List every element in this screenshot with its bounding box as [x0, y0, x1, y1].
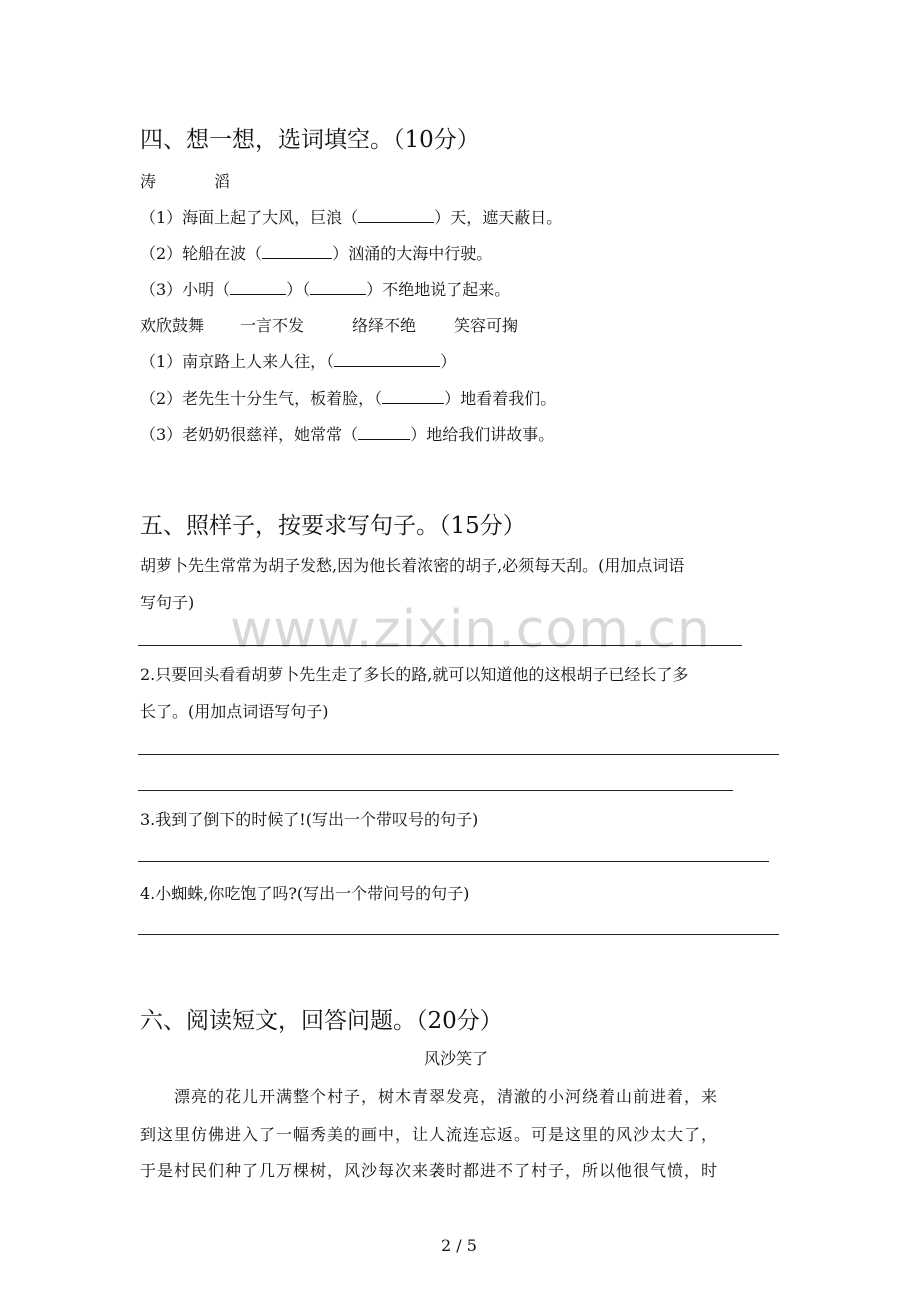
sentence-task-2-line2: 长了。(用加点词语写句子): [140, 702, 329, 721]
sentence-task-1-line2: 写句子): [140, 593, 195, 612]
answer-blank[interactable]: [358, 208, 434, 223]
question-4-4: （1）南京路上人来人往，（ ）: [140, 352, 457, 371]
idiom-option-2: 一言不发: [240, 316, 305, 335]
sentence-task-4: 4.小蜘蛛,你吃饱了吗?(写出一个带问号的句子): [140, 884, 470, 903]
sentence-task-2-line1: 2.只要回头看看胡萝卜先生走了多长的路,就可以知道他的这根胡子已经长了多: [140, 665, 689, 684]
idiom-option-3: 络绎不绝: [352, 316, 417, 335]
answer-line[interactable]: [138, 754, 779, 755]
question-4-2: （2）轮船在波（ ）汹涌的大海中行驶。: [140, 244, 493, 263]
question-4-3: （3）小明（ ）（ ）不绝地说了起来。: [140, 280, 511, 299]
sentence-task-1-line1: 胡萝卜先生常常为胡子发愁,因为他长着浓密的胡子,必须每天刮。(用加点词语: [140, 556, 685, 575]
word-option-2: 滔: [214, 172, 231, 191]
watermark: www.zixin.com.cn: [230, 600, 711, 660]
word-option-1: 涛: [140, 172, 157, 191]
answer-line[interactable]: [138, 645, 742, 646]
passage-line-2: 到这里仿佛进入了一幅秀美的画中，让人流连忘返。可是这里的风沙太大了，: [140, 1125, 719, 1144]
answer-line[interactable]: [138, 934, 779, 935]
section6-heading: 六、阅读短文，回答问题。（20分）: [140, 1008, 503, 1034]
passage-line-3: 于是村民们种了几万棵树，风沙每次来袭时都进不了村子，所以他很气愤，时: [140, 1161, 719, 1180]
question-4-1: （1）海面上起了大风，巨浪（ ）天，遮天蔽日。: [140, 208, 563, 227]
section5-heading: 五、照样子，按要求写句子。（15分）: [140, 513, 526, 539]
answer-line[interactable]: [138, 790, 733, 791]
answer-blank[interactable]: [310, 280, 366, 295]
passage-line-1: 漂亮的花儿开满整个村子，树木青翠发亮，清澈的小河绕着山前进着，来: [140, 1087, 719, 1106]
answer-blank[interactable]: [230, 280, 286, 295]
sentence-task-3: 3.我到了倒下的时候了!(写出一个带叹号的句子): [140, 810, 479, 829]
section4-heading: 四、想一想，选词填空。（10分）: [140, 127, 480, 153]
answer-blank[interactable]: [382, 389, 444, 404]
page-number: 2 / 5: [441, 1236, 477, 1255]
passage-title: 风沙笑了: [424, 1049, 489, 1068]
answer-blank[interactable]: [358, 425, 410, 440]
question-4-5: （2）老先生十分生气，板着脸，（ ）地看着我们。: [140, 389, 557, 408]
idiom-option-4: 笑容可掬: [454, 316, 519, 335]
answer-line[interactable]: [138, 861, 769, 862]
answer-blank[interactable]: [262, 244, 332, 259]
idiom-option-1: 欢欣鼓舞: [140, 316, 205, 335]
answer-blank[interactable]: [334, 352, 440, 367]
question-4-6: （3）老奶奶很慈祥，她常常（ ）地给我们讲故事。: [140, 425, 555, 444]
